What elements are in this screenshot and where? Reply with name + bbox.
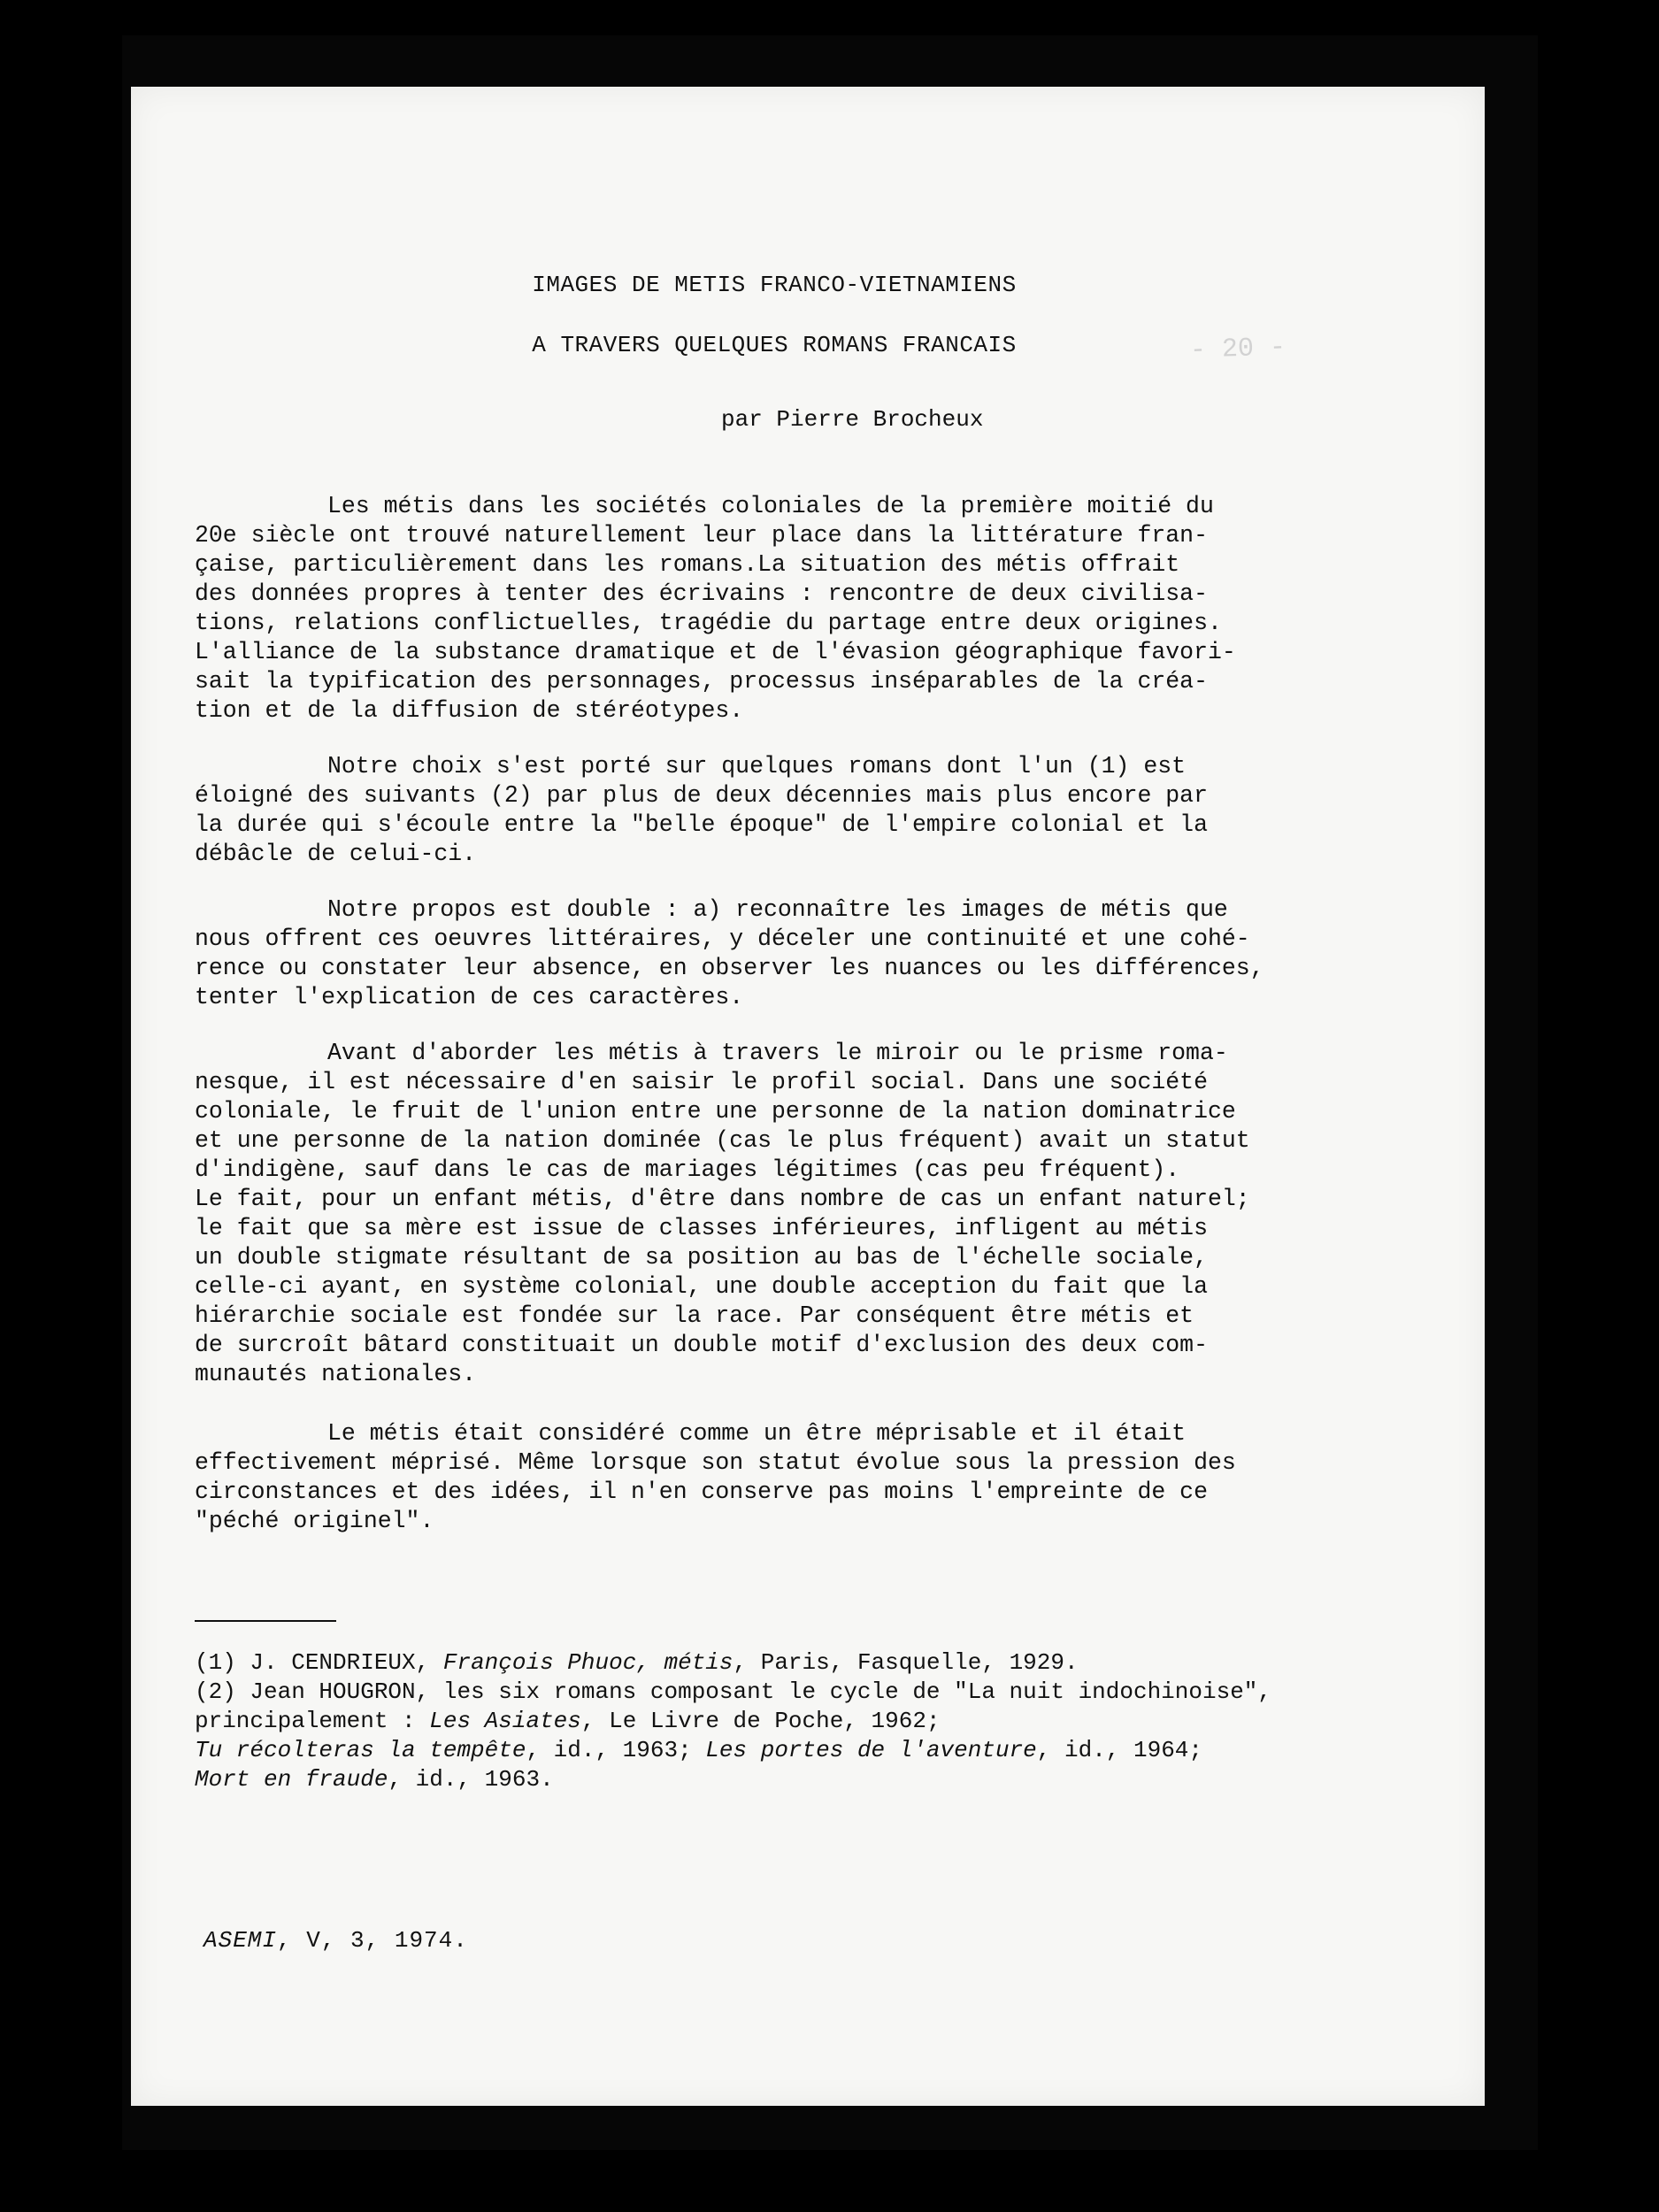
footnote-text: principalement : (195, 1708, 430, 1734)
footnotes (195, 1648, 1327, 1794)
journal-name: ASEMI (204, 1927, 278, 1954)
footnote-text: , id., 1964; (1036, 1737, 1203, 1763)
footnote-text: , id., 1963; (526, 1737, 706, 1763)
article-body (195, 267, 1327, 1794)
footnote-2-line-3 (195, 1736, 1327, 1765)
journal-issue: , V, 3, 1974. (277, 1927, 468, 1954)
footnote-2-line-4 (195, 1765, 1327, 1794)
paragraph-4: Avant d'aborder les métis à travers le miroir ou le prisme roma- nesque, il est nécessaire d'en saisir le profil social. Dans une société coloniale, le fruit de l'union entre une personne de la nation dominatrice et une personne de la nation dominée (cas le plus fréquent) avait un statut d'indigène, sauf dans le cas de mariages légitimes (cas peu fréquent). Le fait, pour un enfant métis, d'être dans nombre de cas un enfant naturel; le fait que sa mère est issue de classes inférieures, infligent au métis un double stigmate résultant de sa position au bas de l'échelle sociale, celle-ci ayant, en système colonial, une double acception du fait que la hiérarchie sociale est fondée sur la race. Par conséquent être métis et de surcroît bâtard constituait un double motif d'exclusion des deux com- munautés nationales. (195, 1040, 1250, 1387)
paragraph-5: Le métis était considéré comme un être méprisable et il était effectivement méprisé. Même lorsque son statut évolue sous la pression des circonstances et des idées, il n'en conserve pas moins l'empreinte de ce "péché originel". (195, 1420, 1236, 1534)
paragraph-1: Les métis dans les sociétés coloniales de la première moitié du 20e siècle ont trouvé naturellement leur place dans la littérature fran- çaise, particulièrement dans les romans.La situation des métis offrait des données propres à tenter des écrivains : rencontre de deux civilisa- tions, relations conflictuelles, tragédie du partage entre deux origines. L'alliance de la substance dramatique et de l'évasion géographique favori- sait la typification des personnages, processus inséparables de la créa- tion et de la diffusion de stéréotypes. (195, 493, 1236, 724)
footnote-book-title: Mort en fraude (195, 1766, 388, 1793)
footnote-text: , Paris, Fasquelle, 1929. (733, 1649, 1079, 1676)
footnote-rule (195, 1620, 336, 1622)
author-byline: par Pierre Brocheux (721, 406, 984, 433)
footnote-book-title: Les portes de l'aventure (705, 1737, 1037, 1763)
footnote-1 (195, 1648, 1327, 1678)
footnote-text: (1) J. CENDRIEUX, (195, 1649, 443, 1676)
footnote-2-line-2 (195, 1707, 1327, 1736)
paragraph-3: Notre propos est double : a) reconnaître les images de métis que nous offrent ces oeuvres littéraires, y déceler une continuité et une cohé- rence ou constater leur absence, en observer les nuances ou les différences, tenter l'explication de ces caractères. (195, 896, 1264, 1010)
footnote-text: , Le Livre de Poche, 1962; (580, 1708, 941, 1734)
footnote-book-title: Tu récolteras la tempête (195, 1737, 526, 1763)
journal-citation (204, 1927, 468, 1954)
footnote-2-line-1: (2) Jean HOUGRON, les six romans composant le cycle de "La nuit indochinoise", (195, 1678, 1271, 1705)
title-line-2: A TRAVERS QUELQUES ROMANS FRANCAIS (532, 332, 1017, 358)
paragraph-2: Notre choix s'est porté sur quelques romans dont l'un (1) est éloigné des suivants (2) par plus de deux décennies mais plus encore par la durée qui s'écoule entre la "belle époque" de l'empire colonial et la débâcle de celui-ci. (195, 753, 1208, 867)
bleed-through-page-number: - 20 - (1189, 333, 1286, 366)
title-line-1: IMAGES DE METIS FRANCO-VIETNAMIENS (532, 272, 1017, 298)
footnote-book-title: Les Asiates (429, 1708, 581, 1734)
footnote-book-title: François Phuoc, métis (442, 1649, 733, 1676)
footnote-text: , id., 1963. (388, 1766, 554, 1793)
